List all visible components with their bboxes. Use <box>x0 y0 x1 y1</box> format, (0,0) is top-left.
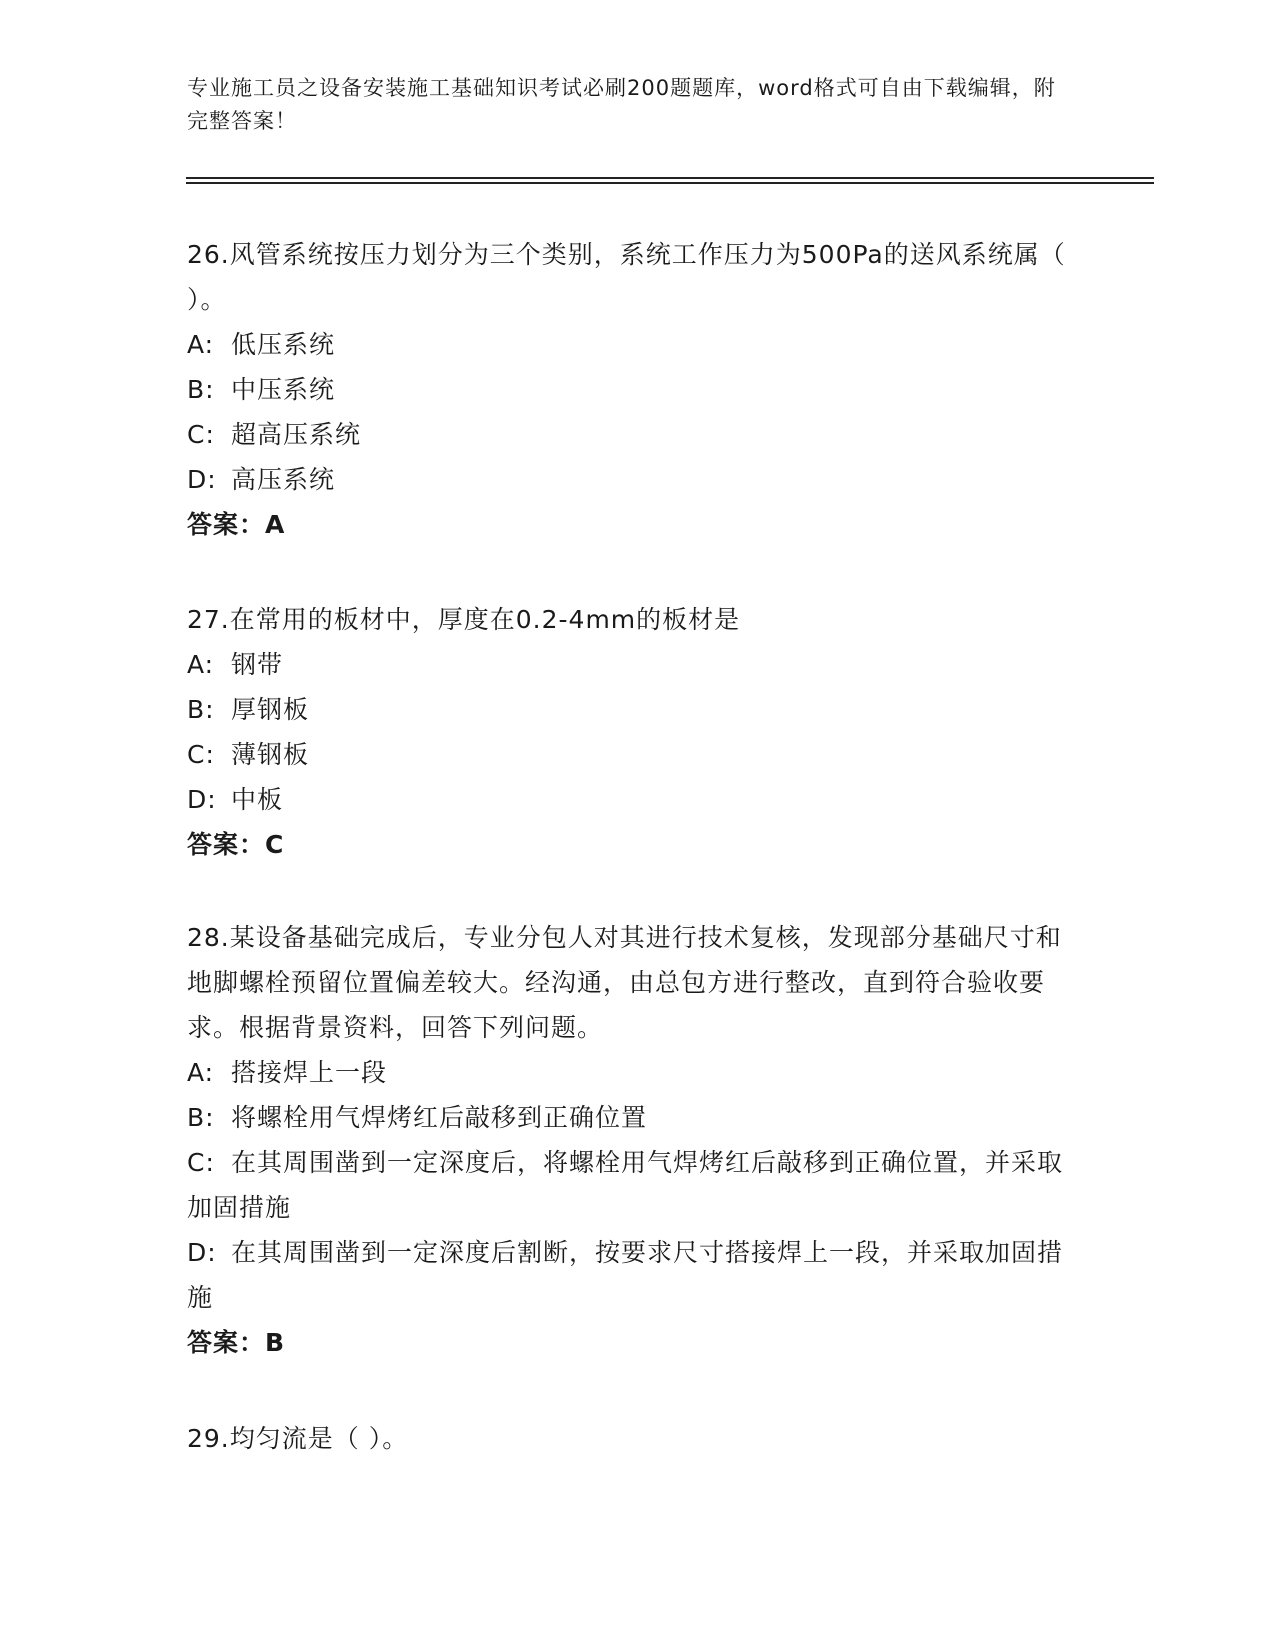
question-27 <box>187 597 1067 867</box>
option-text: 在其周围凿到一定深度后，将螺栓用气焊烤红后敲移到正确位置，并采取加固措施 <box>187 1148 1064 1222</box>
option-c <box>187 1140 1067 1230</box>
option-letter: C: <box>187 420 215 449</box>
question-stem: 29.均匀流是（ ）。 <box>187 1424 409 1453</box>
option-letter: B: <box>187 1103 215 1132</box>
option-text: 中压系统 <box>231 375 336 404</box>
document-header: 专业施工员之设备安装施工基础知识考试必刷200题题库，word格式可自由下载编辑，附完整答案！ <box>187 76 1056 133</box>
option-letter: D: <box>187 785 217 814</box>
question-26 <box>187 232 1067 547</box>
option-text: 在其周围凿到一定深度后割断，按要求尺寸搭接焊上一段，并采取加固措施 <box>187 1238 1064 1312</box>
option-text: 低压系统 <box>231 330 336 359</box>
option-c <box>187 412 1067 457</box>
option-text: 将螺栓用气焊烤红后敲移到正确位置 <box>231 1103 648 1132</box>
option-b <box>187 367 1067 412</box>
answer-line: 答案：B <box>187 1328 286 1357</box>
option-a <box>187 1050 1067 1095</box>
header-divider-top <box>186 177 1154 179</box>
option-letter: D: <box>187 1238 217 1267</box>
option-letter: B: <box>187 375 215 404</box>
option-b <box>187 1095 1067 1140</box>
option-text: 厚钢板 <box>231 695 310 724</box>
question-stem: 28.某设备基础完成后，专业分包人对其进行技术复核，发现部分基础尺寸和地脚螺栓预留位置偏差较大。经沟通，由总包方进行整改，直到符合验收要求。根据背景资料，回答下列问题。 <box>187 923 1062 1042</box>
option-a <box>187 322 1067 367</box>
option-letter: A: <box>187 650 215 679</box>
option-letter: C: <box>187 1148 215 1177</box>
option-text: 薄钢板 <box>231 740 310 769</box>
option-text: 钢带 <box>231 650 284 679</box>
option-letter: B: <box>187 695 215 724</box>
option-text: 搭接焊上一段 <box>231 1058 388 1087</box>
option-d <box>187 457 1067 502</box>
option-text: 高压系统 <box>231 465 336 494</box>
option-a <box>187 642 1067 687</box>
option-letter: C: <box>187 740 215 769</box>
option-text: 超高压系统 <box>231 420 362 449</box>
option-d <box>187 777 1067 822</box>
answer-line: 答案：A <box>187 510 286 539</box>
question-29 <box>187 1416 1067 1461</box>
option-letter: A: <box>187 1058 215 1087</box>
option-d <box>187 1230 1067 1320</box>
option-c <box>187 732 1067 777</box>
question-28 <box>187 915 1067 1365</box>
question-stem: 26.风管系统按压力划分为三个类别，系统工作压力为500Pa的送风系统属（ ）。 <box>187 240 1066 314</box>
question-stem: 27.在常用的板材中，厚度在0.2-4mm的板材是 <box>187 605 741 634</box>
option-b <box>187 687 1067 732</box>
header-divider-bottom <box>186 182 1154 184</box>
answer-line: 答案：C <box>187 830 285 859</box>
option-letter: D: <box>187 465 217 494</box>
option-text: 中板 <box>231 785 284 814</box>
option-letter: A: <box>187 330 215 359</box>
